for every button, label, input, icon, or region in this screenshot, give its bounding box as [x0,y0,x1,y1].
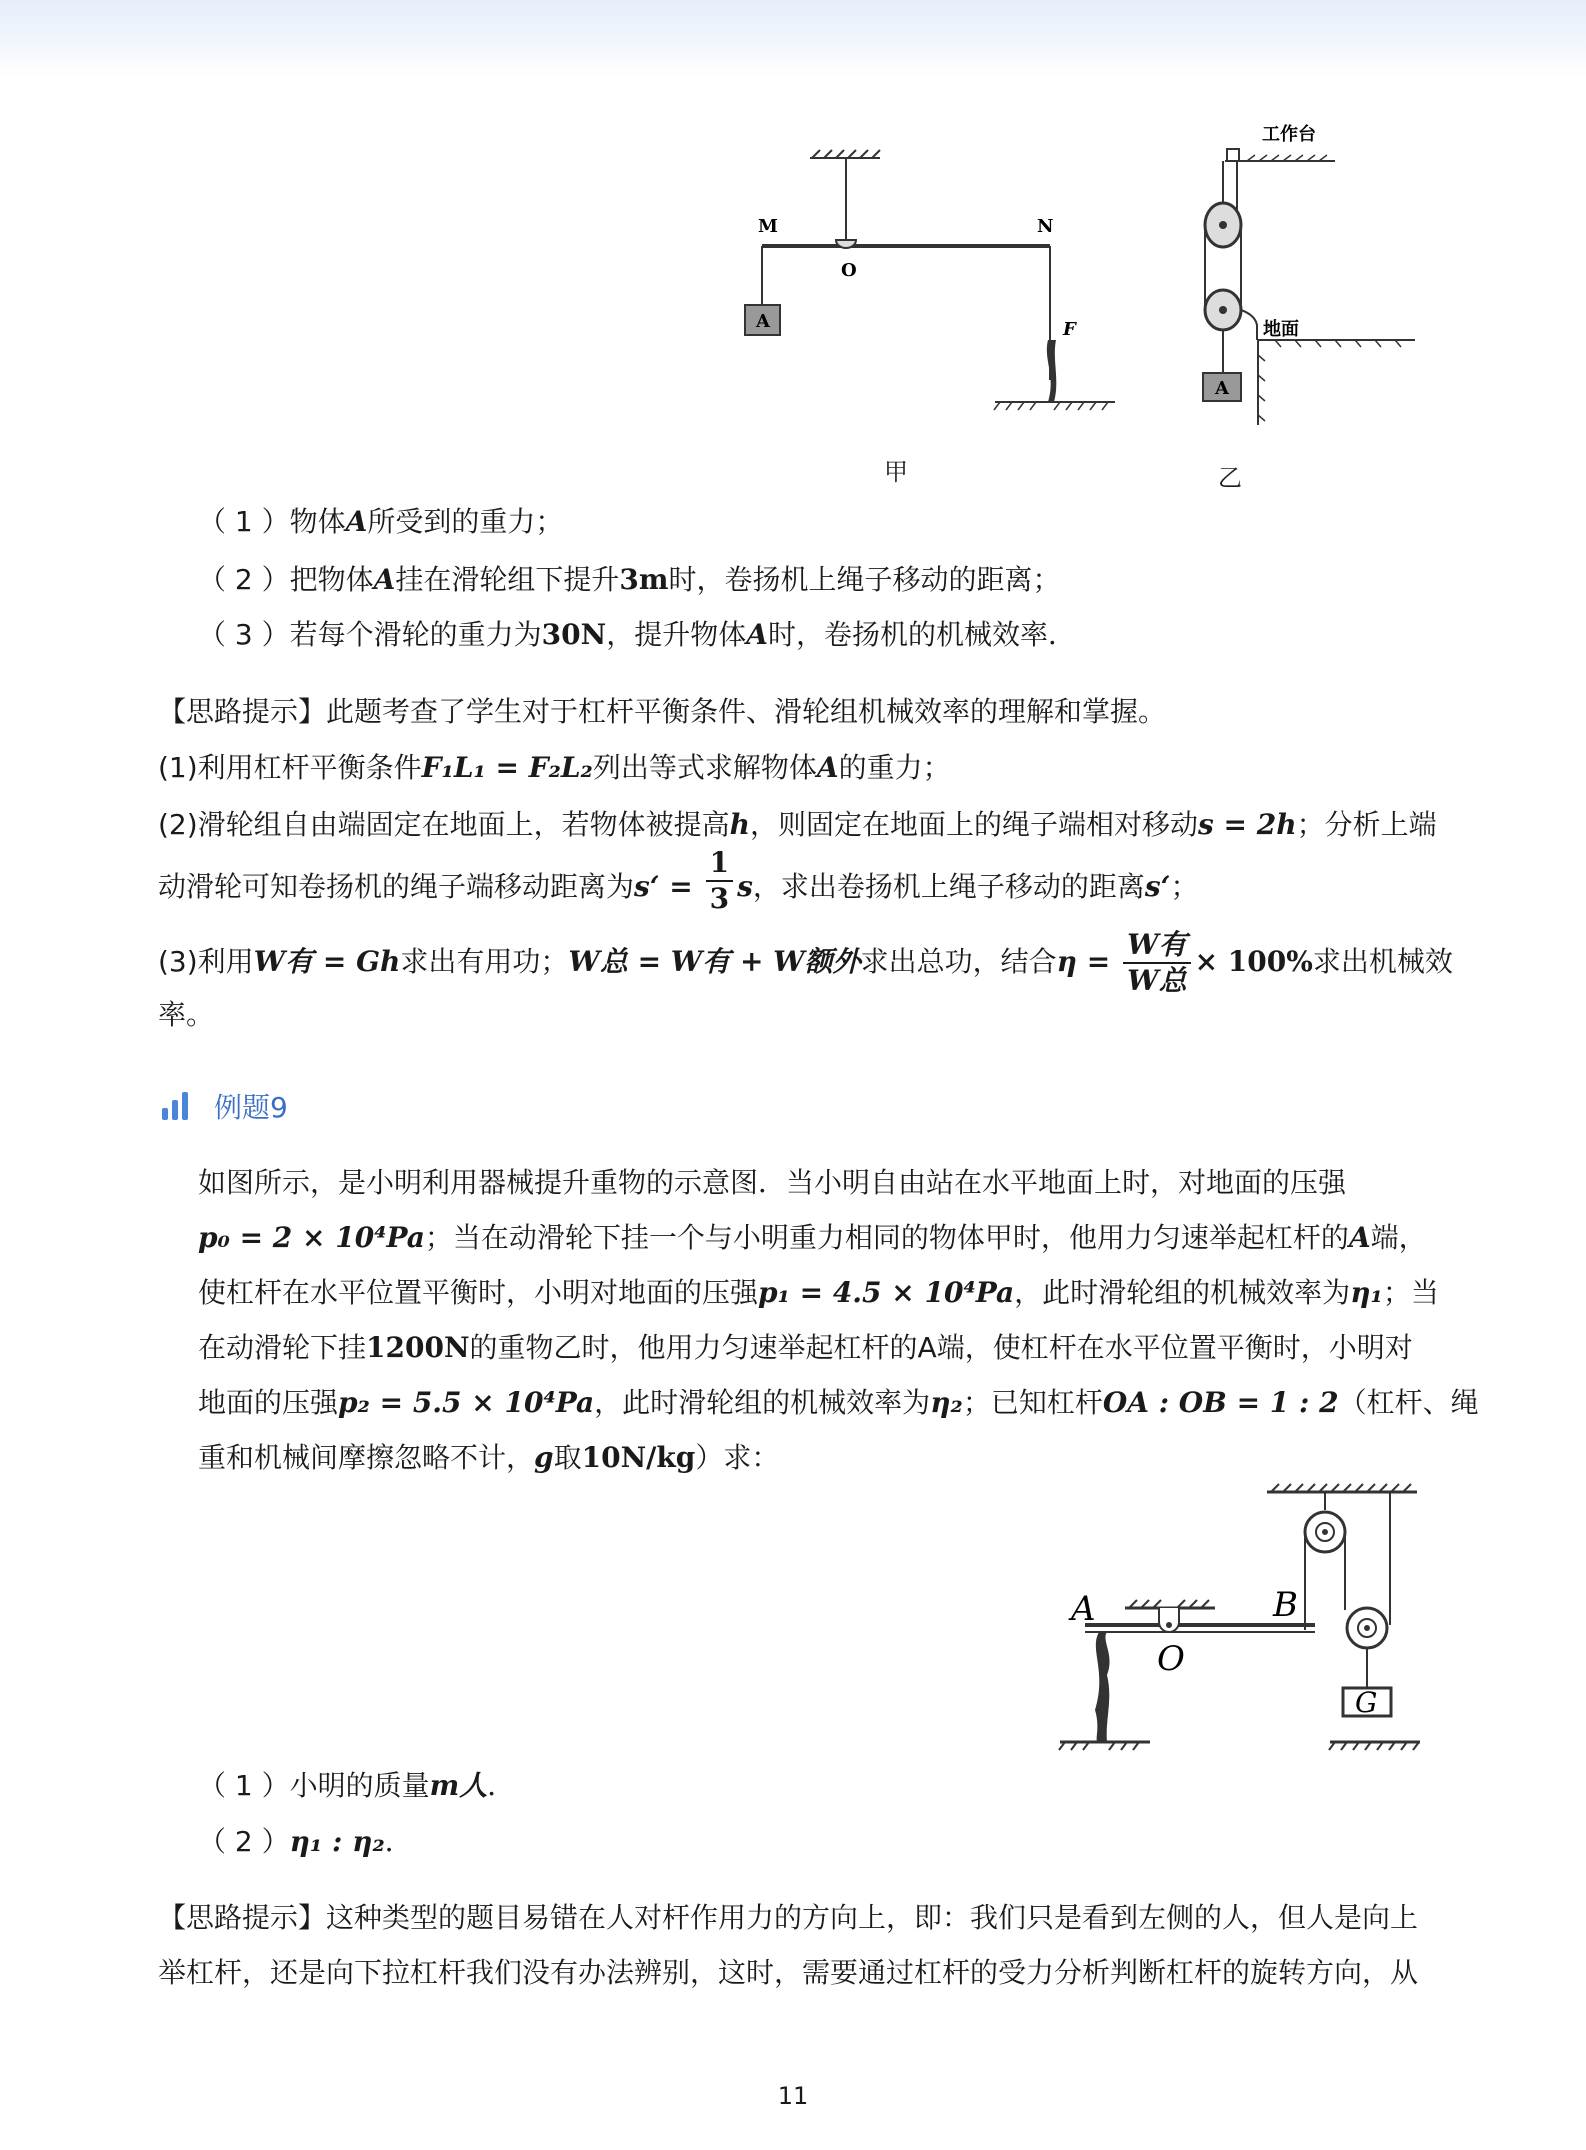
hint8-step3-line2: 率。 [158,998,215,1031]
label-b: B [1273,1585,1298,1625]
q8-question-2: （ 2 ）把物体A挂在滑轮组下提升3m时，卷扬机上绳子移动的距离； [198,563,1061,596]
hint8-step2-line2: 动滑轮可知卷扬机的绳子端移动距离为s‘ = $\frac{1}{3}$ s，求出卷扬机上绳子移动的距离s‘； [158,846,1199,915]
figure-caption-yi: 乙 [1218,464,1242,492]
ex9-line-4: 在动滑轮下挂1200N的重物乙时，他用力匀速举起杠杆的A端，使杠杆在水平位置平衡时，小明对 [198,1331,1413,1364]
label-ground: 地面 [1263,319,1299,340]
pulley-figure-yi [1185,115,1435,435]
ex9-line-1: 如图所示，是小明利用器械提升重物的示意图．当小明自由站在水平地面上时，对地面的压强 [198,1166,1347,1199]
lever-pulley-figure [1055,1480,1430,1755]
ex9-line-6: 重和机械间摩擦忽略不计，g取10N/kg）求： [198,1441,780,1474]
label-o: O [841,260,857,281]
ex9-line-3: 使杠杆在水平位置平衡时，小明对地面的压强p₁ = 4.5 × 10⁴Pa，此时滑轮组的机械效率为η₁；当 [198,1276,1439,1309]
fraction-efficiency: $\frac{\text{W有}}{\text{W总}}$ [1123,928,1190,998]
label-m: M [758,216,778,237]
label-a-box-yi: A [1215,378,1229,399]
ex9-line-5: 地面的压强p₂ = 5.5 × 10⁴Pa，此时滑轮组的机械效率为η₂；已知杠杆OA : OB = 1 : 2（杠杆、绳 [198,1386,1479,1419]
q9-question-1: （ 1 ）小明的质量m人． [198,1769,516,1802]
q9-question-2: （ 2 ）η₁ : η₂． [198,1825,413,1858]
hint8-step3-line1: (3)利用W有 = Gh求出有用功；W总 = W有 + W额外求出总功，结合η = $\frac{\text{W有}}{\text{W总}}$ × 100%求出机械效 [158,928,1453,997]
figure-caption-jia: 甲 [884,458,908,486]
hint9-line2: 举杠杆，还是向下拉杠杆我们没有办法辨别，这时，需要通过杠杆的受力分析判断杠杆的旋转方向，从 [158,1956,1419,1989]
header-band [0,0,1586,78]
page-number: 11 [777,2082,809,2110]
label-workbench: 工作台 [1262,124,1316,145]
hint8-intro: 【思路提示】此题考查了学生对于杠杆平衡条件、滑轮组机械效率的理解和掌握。 [158,695,1167,728]
q8-question-3: （ 3 ）若每个滑轮的重力为30N，提升物体A时，卷扬机的机械效率． [198,618,1076,651]
hint8-step2-line1: (2)滑轮组自由端固定在地面上，若物体被提高h，则固定在地面上的绳子端相对移动s = 2h；分析上端 [158,808,1437,841]
label-n: N [1037,216,1054,237]
label-a: A [1071,1589,1096,1629]
label-g: G [1355,1686,1378,1719]
hint8-step1: (1)利用杠杆平衡条件F₁L₁ = F₂L₂列出等式求解物体A的重力； [158,751,951,784]
hint9-line1: 【思路提示】这种类型的题目易错在人对杆作用力的方向上，即：我们只是看到左侧的人，但人是向上 [158,1901,1419,1934]
ex9-line-2: p₀ = 2 × 10⁴Pa；当在动滑轮下挂一个与小明重力相同的物体甲时，他用力匀速举起杠杆的A端， [198,1221,1427,1254]
bar-chart-icon [160,1090,194,1122]
label-f: F [1063,319,1076,340]
label-o-fig2: O [1157,1639,1185,1679]
q8-question-1: （ 1 ）物体A所受到的重力； [198,505,564,538]
fraction-one-third: $\frac{1}{3}$ [706,846,733,916]
example-heading: 例题9 [214,1091,288,1124]
label-a-box: A [756,311,770,332]
lever-figure-jia [730,140,1130,420]
